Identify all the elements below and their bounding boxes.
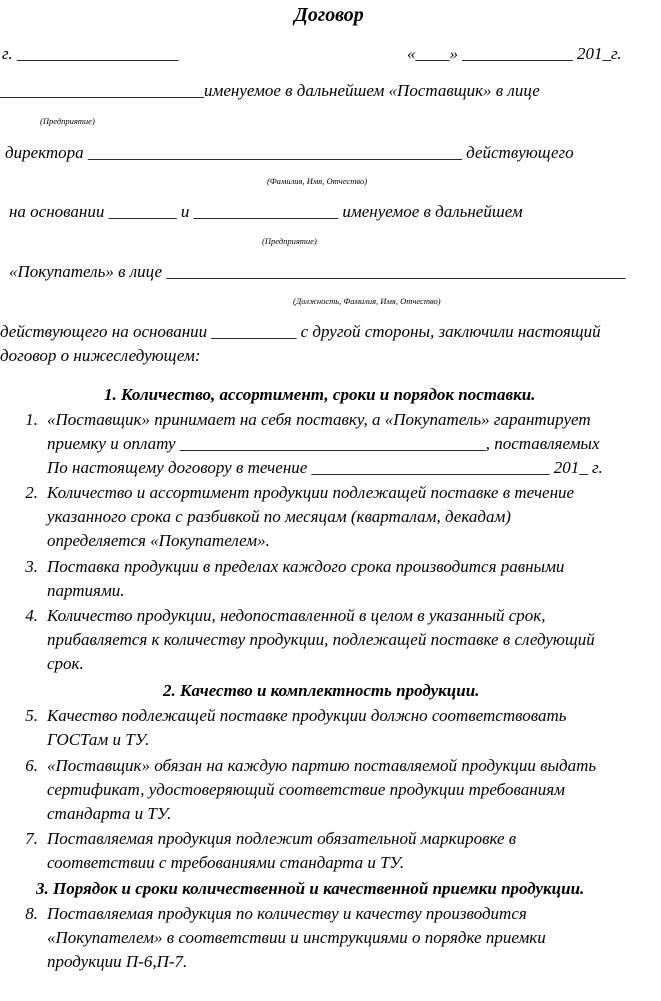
item-line: указанного срока с разбивкой по месяцам (кварталам, декадам) (47, 507, 511, 526)
director-line: директора ____________________________________________ действующего (5, 143, 574, 162)
date-line: «____» _____________ 201_г. (407, 44, 622, 63)
item-line: Поставляемая продукция по количеству и качеству производится (47, 904, 527, 923)
item-line: партиями. (47, 581, 125, 600)
closing-line-1: действующего на основании __________ с другой стороны, заключили настоящий (0, 322, 601, 341)
item-number: 3. (25, 557, 38, 576)
note-enterprise-1: (Предприятие) (40, 116, 95, 126)
item-line: приемку и оплату ____________________________________, поставляемых (47, 434, 600, 453)
item-number: 6. (25, 756, 38, 775)
city-line: г. ___________________ (2, 44, 179, 63)
item-line: Поставка продукции в пределах каждого срока производится равными (47, 557, 565, 576)
section-1-title: 1. Количество, ассортимент, сроки и порядок поставки. (104, 385, 536, 404)
closing-line-2: договор о нижеследующем: (0, 346, 201, 365)
item-line: «Поставщик» обязан на каждую партию поставляемой продукции выдать (47, 756, 597, 775)
note-position-fio: (Должность, Фамилия, Имя, Отчество) (293, 296, 441, 306)
item-line: Качество подлежащей поставке продукции должно соответствовать (47, 706, 567, 725)
supplier-line: ________________________именуемое в дальнейшем «Поставщик» в лице (0, 81, 540, 100)
document-title: Договор (294, 4, 364, 26)
note-enterprise-2: (Предприятие) (262, 236, 317, 246)
item-line: соответствии с требованиями стандарта и ТУ. (47, 853, 405, 872)
item-line: сертификат, удостоверяющий соответствие продукции требованиям (47, 780, 565, 799)
item-number: 5. (25, 706, 38, 725)
item-line: По настоящему договору в течение ____________________________ 201_ г. (47, 458, 603, 477)
item-number: 2. (25, 483, 38, 502)
section-2-title: 2. Качество и комплектность продукции. (163, 681, 480, 700)
item-line: «Поставщик» принимает на себя поставку, а «Покупатель» гарантирует (47, 410, 591, 429)
item-line: ГОСТам и ТУ. (47, 730, 150, 749)
item-line: Количество и ассортимент продукции подлежащей поставке в течение (47, 483, 575, 502)
item-line: срок. (47, 654, 84, 673)
item-line: «Покупателем» в соответствии и инструкциями о порядке приемки (47, 928, 546, 947)
note-fio-1: (Фамилия, Имя, Отчество) (267, 176, 368, 186)
item-line: прибавляется к количеству продукции, подлежащей поставке в следующий (47, 630, 595, 649)
item-line: Поставляемая продукция подлежит обязательной маркировке в (47, 829, 517, 848)
item-line: Количество продукции, недопоставленной в целом в указанный срок, (47, 606, 546, 625)
item-line: продукции П-6,П-7. (47, 952, 188, 971)
item-number: 4. (25, 606, 38, 625)
item-line: определяется «Покупателем». (47, 531, 270, 550)
basis-line: на основании ________ и _________________ именуемое в дальнейшем (9, 202, 523, 221)
item-number: 7. (25, 829, 38, 848)
buyer-line: «Покупатель» в лице ______________________________________________________ (9, 262, 626, 281)
item-number: 8. (25, 904, 38, 923)
item-line: стандарта и ТУ. (47, 804, 172, 823)
item-number: 1. (25, 410, 38, 429)
section-3-title: 3. Порядок и сроки количественной и качественной приемки продукции. (36, 879, 585, 898)
